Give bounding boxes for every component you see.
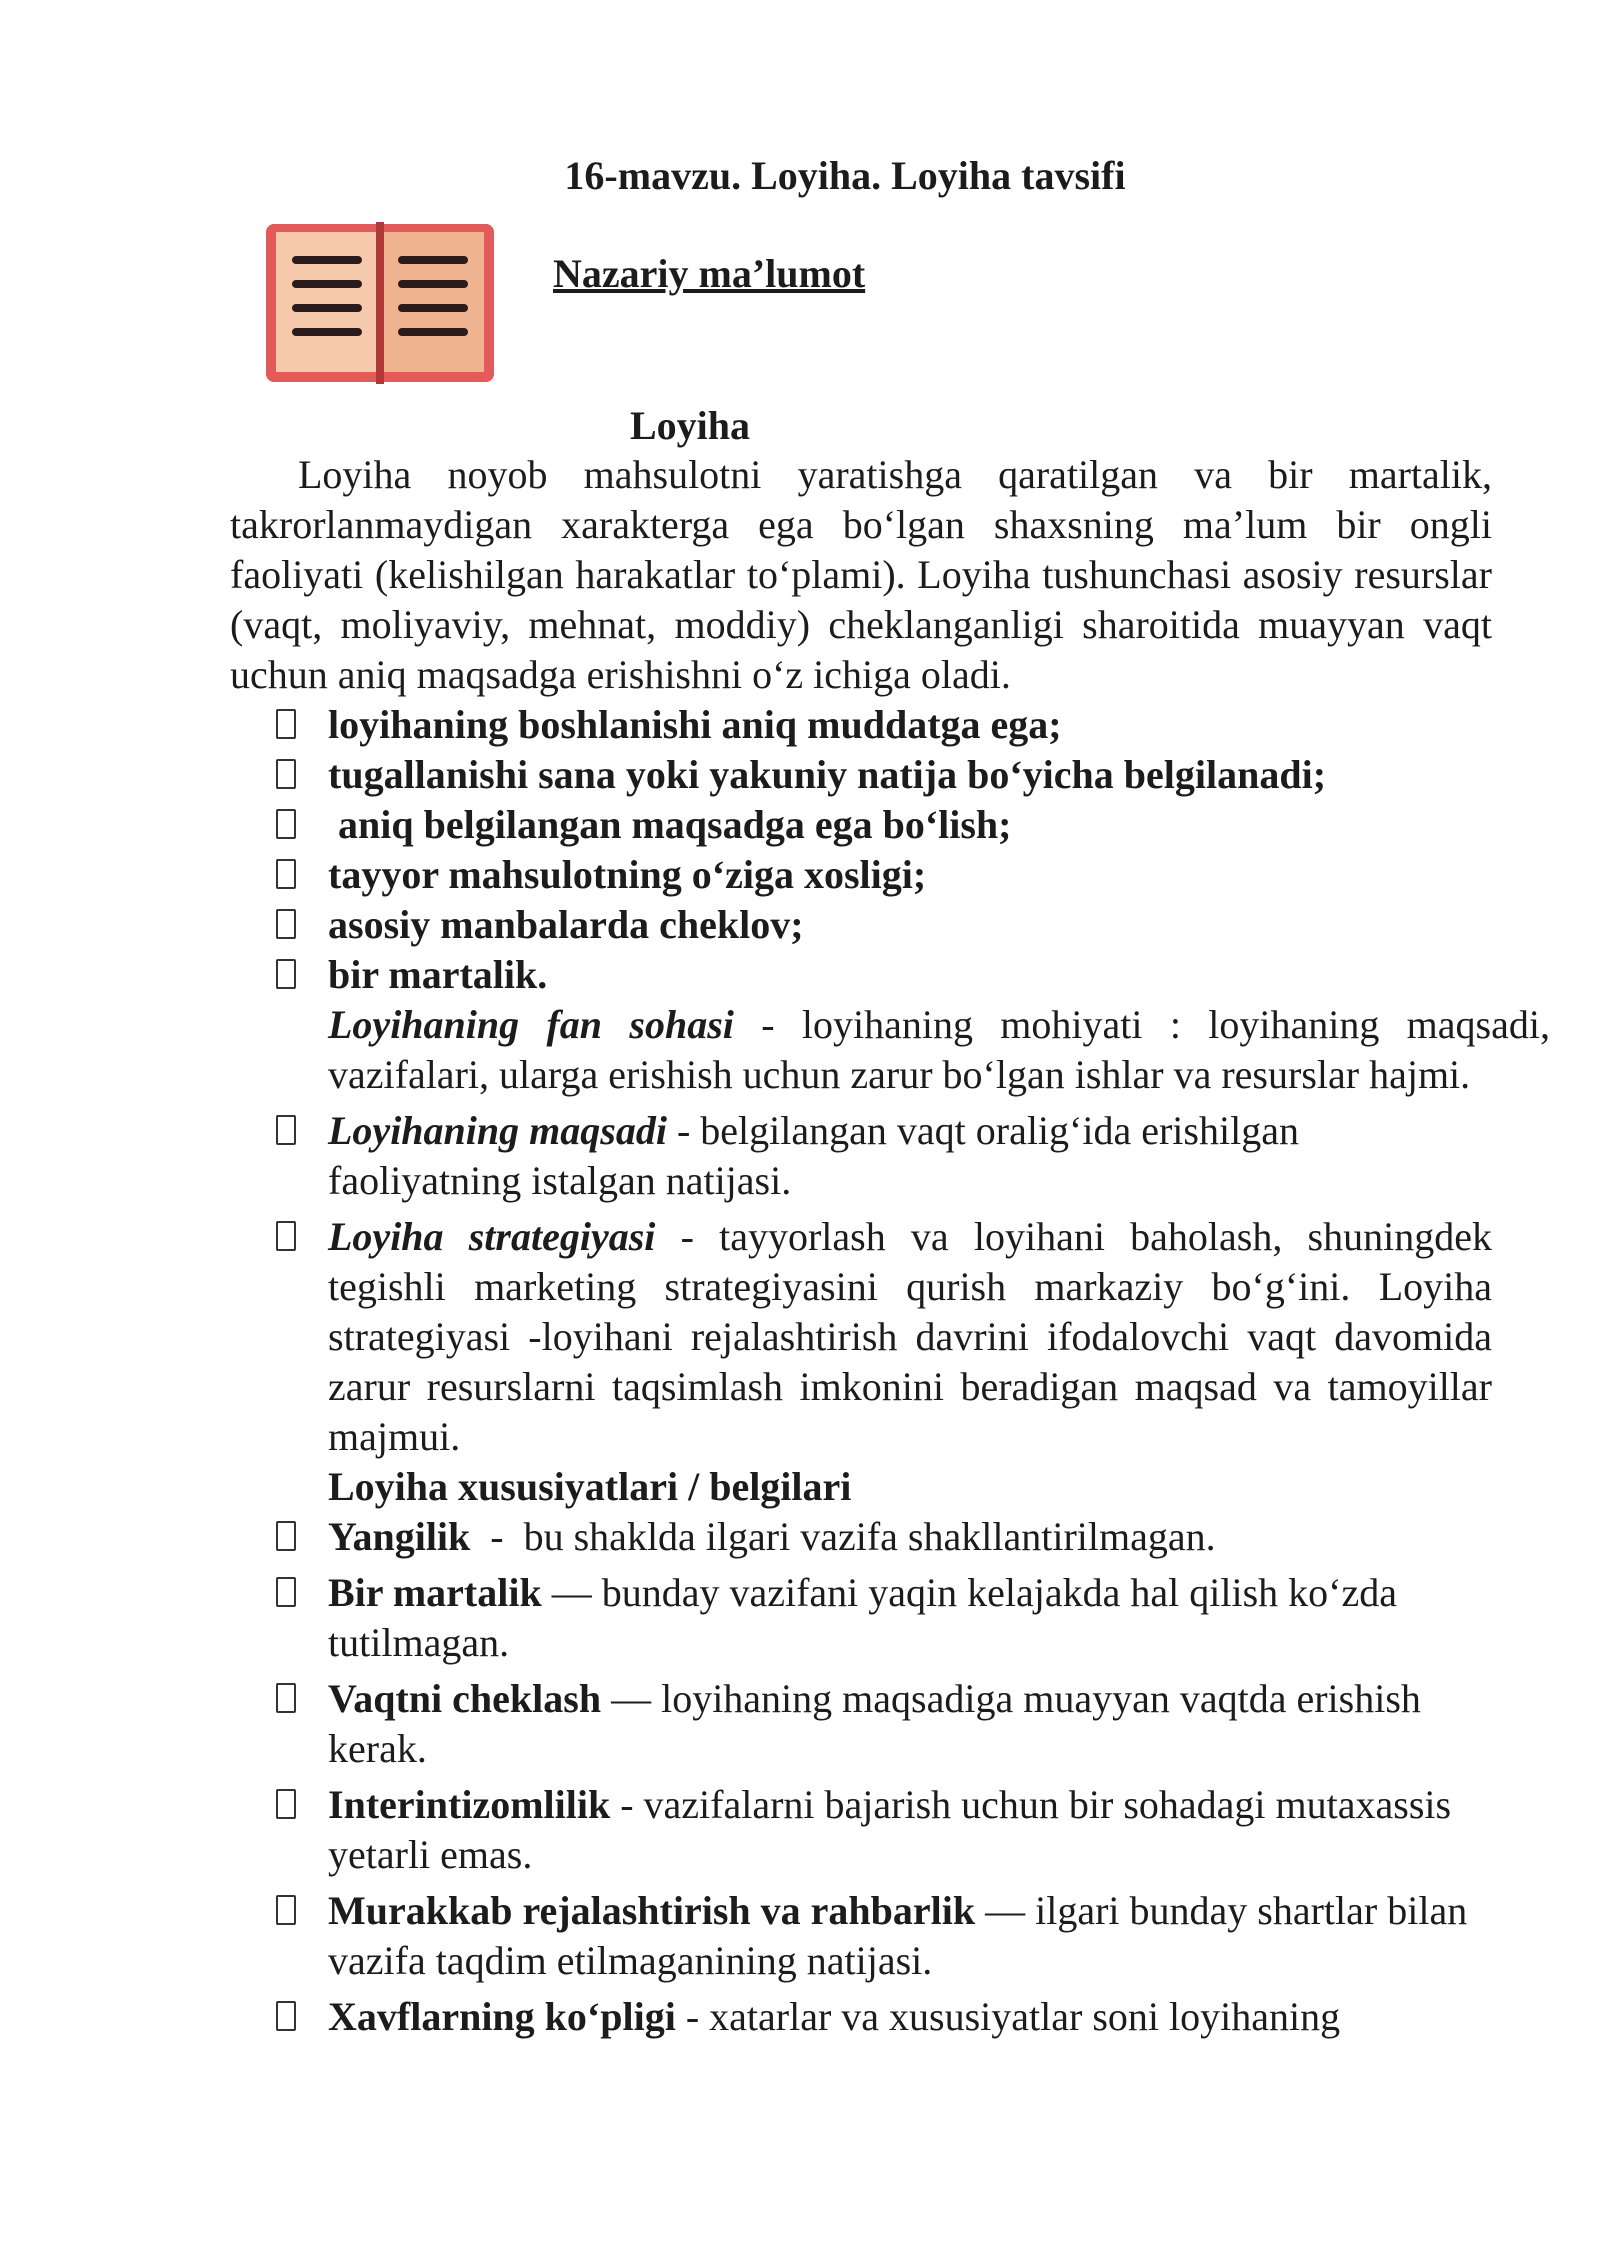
bullet-box-icon [276,1221,296,1251]
bullet-box-icon [276,759,296,789]
features-list [230,700,1492,1000]
bullet-box-icon [276,1521,296,1551]
bullet-box-icon [276,1789,296,1819]
bullet-box-icon [276,959,296,989]
list-item: Loyihaning maqsadi - belgilangan vaqt oralig‘ida erishilgan faoliyatning istalgan natijasi. [230,1106,1492,1206]
list-item: Bir martalik — bunday vazifani yaqin kelajakda hal qilish ko‘zda tutilmagan. [230,1568,1488,1668]
list-item: Murakkab rejalashtirish va rahbarlik — ilgari bunday shartlar bilan vazifa taqdim etilmaganining natijasi. [230,1886,1498,1986]
characteristics-list [230,1512,1492,2042]
bullet-box-icon [276,809,296,839]
page-title: 16-mavzu. Loyiha. Loyiha tavsifi [564,153,1126,198]
content [230,450,1550,2048]
list-item: Yangilik - bu shaklda ilgari vazifa shakllantirilmagan. [230,1512,1492,1562]
list-item: tugallanishi sana yoki yakuniy natija bo‘yicha belgilanadi; [230,750,1492,800]
list-item: Loyiha strategiyasi - tayyorlash va loyihani baholash, shuningdek tegishli marketing strategiyasini qurish markaziy bo‘g‘ini. Loyiha strategiyasi -loyihani rejalashtirish davrini ifodalovchi vaqt davomida zarur resurslarni taqsimlash imkonini beradigan maqsad va tamoyillar majmui. [230,1212,1492,1462]
definitions-list [230,1106,1492,1462]
intro-paragraph: Loyiha noyob mahsulotni yaratishga qaratilgan va bir martalik, takrorlanmaydigan xarakterga ega bo‘lgan shaxsning ma’lum bir ongli faoliyati (kelishilgan harakatlar to‘plami). Loyiha tushunchasi asosiy resurslar (vaqt, moliyaviy, mehnat, moddiy) cheklanganligi sharoitida muayyan vaqt uchun aniq maqsadga erishishni o‘z ichiga oladi. [230,452,1492,697]
bullet-box-icon [276,1115,296,1145]
scope-term: Loyihaning fan sohasi [328,1002,734,1047]
characteristics-heading: Loyiha xususiyatlari / belgilari [328,1464,852,1509]
bullet-box-icon [276,1577,296,1607]
list-item: aniq belgilangan maqsadga ega bo‘lish; [230,800,1492,850]
bullet-box-icon [276,709,296,739]
list-item: asosiy manbalarda cheklov; [230,900,1492,950]
section-subtitle: Nazariy ma’lumot [553,251,866,296]
list-item: Interintizomlilik - vazifalarni bajarish uchun bir sohadagi mutaxassis yetarli emas. [230,1780,1488,1880]
section-heading: Loyiha [629,403,751,448]
list-item: bir martalik. [230,950,1492,1000]
bullet-box-icon [276,909,296,939]
list-item: loyihaning boshlanishi aniq muddatga ega; [230,700,1492,750]
list-item: tayyor mahsulotning o‘ziga xosligi; [230,850,1492,900]
bullet-box-icon [276,1895,296,1925]
scope-text: - loyihaning mohiyati : loyihaning maqsadi, vazifalari, ularga erishish uchun zarur bo‘lgan ishlar va resurslar hajmi. [328,1002,1550,1097]
bullet-box-icon [276,1683,296,1713]
scope-paragraph [230,1000,1550,1100]
bullet-box-icon [276,859,296,889]
bullet-box-icon [276,2001,296,2031]
book-icon [262,220,498,386]
list-item: Vaqtni cheklash — loyihaning maqsadiga muayyan vaqtda erishish kerak. [230,1674,1488,1774]
list-item: Xavflarning ko‘pligi - xatarlar va xususiyatlar soni loyihaning [230,1992,1492,2042]
